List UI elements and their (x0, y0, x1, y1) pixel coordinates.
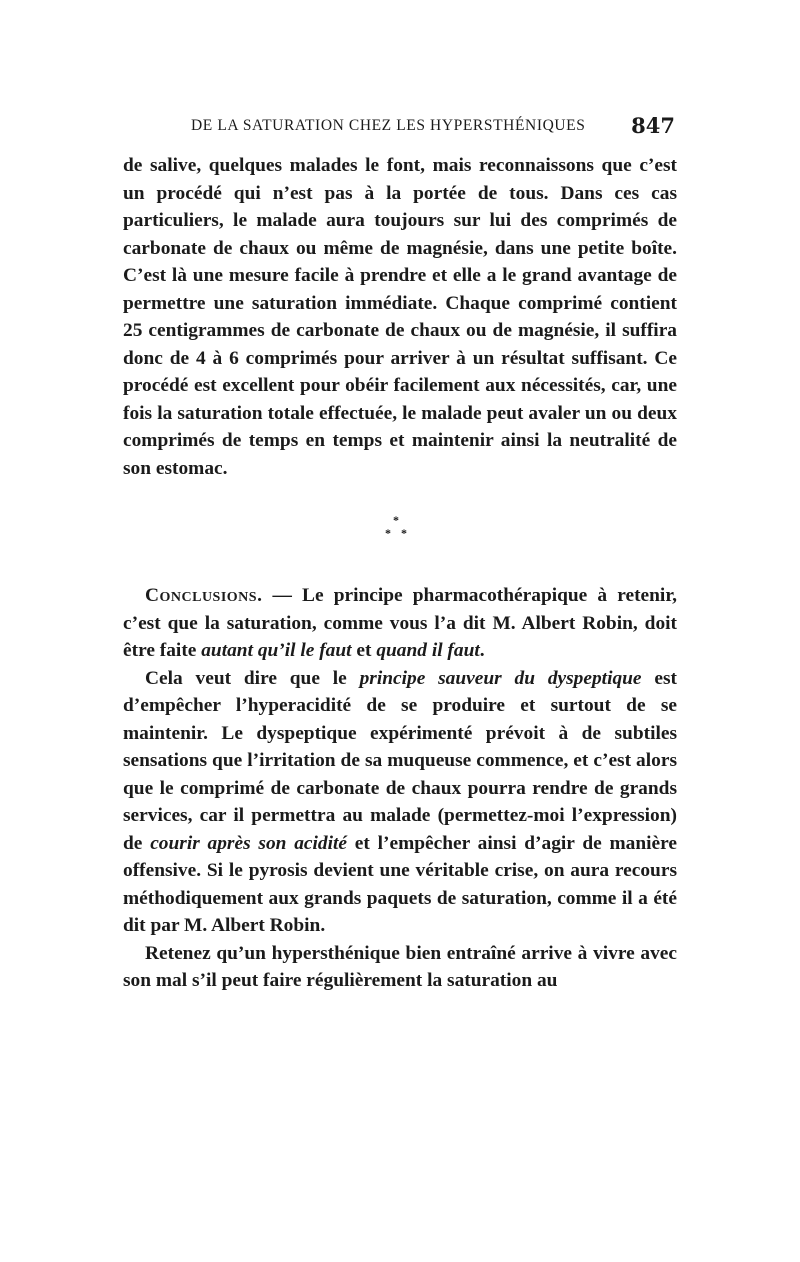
body-text (123, 152, 677, 995)
principle-italic-2: courir après son acidité (150, 832, 347, 854)
conclusions-italic-2: quand il faut (376, 640, 480, 661)
asterism-separator (123, 500, 677, 560)
conclusions-text-1: — Le principe pharmacothérapique à retenir, c’est que la saturation, comme vous l’a dit M. Albert Robin, doit être faite (123, 585, 677, 661)
principle-text-3: et l’empêcher ainsi d’agir de manière offensive. Si le pyrosis devient une véritable crise, on aura recours méthodiquement aux grands paquets de saturation, comme il a été dit par M. Albert Robin. (123, 832, 677, 936)
paragraph-principle (123, 665, 677, 940)
running-head (123, 115, 677, 141)
asterism-star-icon: * (401, 526, 407, 540)
conclusions-text-3: . (479, 640, 485, 661)
conclusions-lead: Conclusions. (145, 585, 263, 606)
principle-italic-1: principe sauveur du dyspeptique (359, 667, 642, 689)
paragraph-saturation-tablets: de salive, quelques malades le font, mais reconnaissons que c’est un procédé qui n’est pas à la portée de tous. Dans ces cas particuliers, le malade aura toujours sur lui des comprimés de carbonate de chaux ou même de magnésie, dans une petite boîte. C’est là une mesure facile à prendre et elle a le grand avantage de permettre une saturation immédiate. Chaque comprimé contient 25 centigrammes de carbonate de chaux ou de magnésie, il suffira donc de 4 à 6 comprimés pour arriver à un résultat suffisant. Ce procédé est excellent pour obéir facilement aux nécessités, car, une fois la saturation totale effectuée, le malade peut avaler un ou deux comprimés de temps en temps et maintenir ainsi la neutralité de son estomac. (123, 155, 677, 479)
paragraph-retenez: Retenez qu’un hypersthénique bien entraîné arrive à vivre avec son mal s’il peut faire régulièrement la saturation au (123, 942, 677, 991)
conclusions-italic-1: autant qu’il le faut (201, 640, 352, 661)
page-number: 847 (631, 113, 675, 138)
running-title: DE LA SATURATION CHEZ LES HYPERSTHÉNIQUES (191, 117, 586, 134)
paragraph-conclusions (123, 582, 677, 665)
principle-text-2: est d’empêcher l’hyperacidité de se produire et surtout de se maintenir. Le dyspeptique expérimenté prévoit à de subtiles sensations que l’irritation de sa muqueuse commence, et c’est alors que le comprimé de carbonate de chaux pourra rendre de grands services, car il permettra au malade (permettez-moi l’expression) de (123, 667, 677, 854)
asterism-star-icon: * (393, 513, 399, 527)
principle-text-1: Cela veut dire que le (145, 667, 360, 689)
asterism-star-icon: * (385, 526, 391, 540)
conclusions-text-2: et (351, 640, 377, 661)
